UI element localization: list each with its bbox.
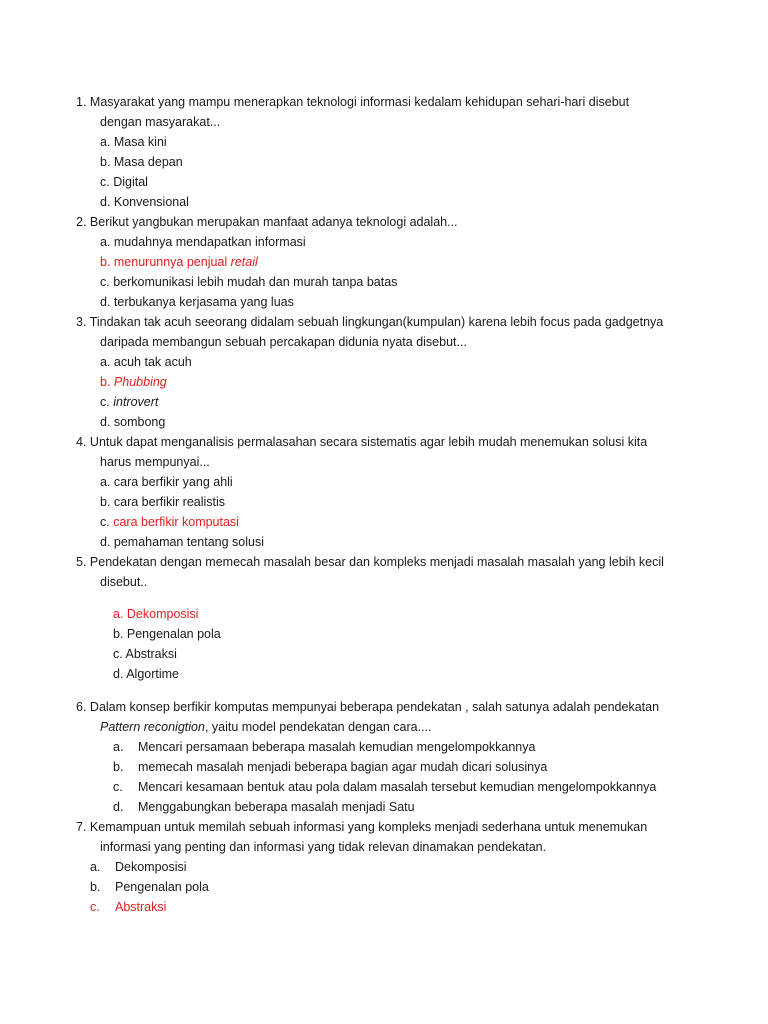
option-text: cara berfikir komputasi (113, 515, 239, 529)
option-text: Menggabungkan beberapa masalah menjadi Satu (138, 800, 415, 814)
option-4d: d. pemahaman tentang solusi (100, 535, 264, 549)
option-1d: d. Konvensional (100, 195, 189, 209)
question-number: 2. (76, 215, 87, 229)
option-text: Mencari persamaan beberapa masalah kemudian mengelompokkannya (138, 740, 536, 754)
question-number: 7. (76, 820, 87, 834)
question-1-line-2: dengan masyarakat... (100, 115, 221, 129)
option-prefix: c. (100, 515, 110, 529)
option-text: Abstraksi (115, 900, 167, 914)
list-marker: c. (113, 780, 123, 794)
option-2b-answer (100, 254, 258, 270)
option-prefix: c. (100, 395, 110, 409)
question-6-line-1 (76, 699, 659, 715)
option-text: memecah masalah menjadi beberapa bagian agar mudah dicari solusinya (138, 760, 548, 774)
option-6a (113, 739, 535, 755)
option-5a-answer: a. Dekomposisi (113, 607, 199, 621)
option-1c: c. Digital (100, 175, 148, 189)
list-marker: b. (90, 880, 101, 894)
question-1-line-1 (76, 94, 629, 110)
question-text: Berikut yangbukan merupakan manfaat adanya teknologi adalah... (89, 215, 458, 229)
option-emphasis: Phubbing (113, 375, 167, 389)
option-text: Pengenalan pola (115, 880, 209, 894)
list-marker: c. (90, 900, 100, 914)
option-7c-answer (90, 899, 166, 915)
question-4-line-2: harus mempunyai... (100, 455, 210, 469)
option-7b (90, 879, 209, 895)
option-4b: b. cara berfikir realistis (100, 495, 226, 509)
question-2-line-1 (76, 214, 458, 230)
question-text: Kemampuan untuk memilah sebuah informasi yang kompleks menjadi sederhana untuk menemukan (89, 820, 648, 834)
option-3d: d. sombong (100, 415, 166, 429)
option-text: b. menurunnya penjual (100, 255, 228, 269)
option-emphasis: retail (230, 255, 258, 269)
option-6d (113, 799, 415, 815)
option-2a: a. mudahnya mendapatkan informasi (100, 235, 306, 249)
question-3-line-2: daripada membangun sebuah percakapan didunia nyata disebut... (100, 335, 467, 349)
list-marker: a. (90, 860, 101, 874)
list-marker: b. (113, 760, 124, 774)
question-5-line-1 (76, 554, 664, 570)
question-3-line-1 (76, 314, 663, 330)
option-3c (100, 394, 158, 410)
question-number: 4. (76, 435, 87, 449)
option-2c: c. berkomunikasi lebih mudah dan murah tanpa batas (100, 275, 398, 289)
list-marker: a. (113, 740, 124, 754)
question-text: , yaitu model pendekatan dengan cara.... (204, 720, 432, 734)
question-number: 6. (76, 700, 87, 714)
question-4-line-1 (76, 434, 647, 450)
list-marker: d. (113, 800, 124, 814)
option-1a: a. Masa kini (100, 135, 167, 149)
option-prefix: b. (100, 375, 111, 389)
option-5b: b. Pengenalan pola (113, 627, 221, 641)
question-5-line-2: disebut.. (100, 575, 148, 589)
option-5c: c. Abstraksi (113, 647, 177, 661)
option-text: Dekomposisi (115, 860, 187, 874)
option-4c-answer (100, 514, 239, 530)
question-number: 3. (76, 315, 87, 329)
option-4a: a. cara berfikir yang ahli (100, 475, 233, 489)
option-2d: d. terbukanya kerjasama yang luas (100, 295, 294, 309)
option-1b: b. Masa depan (100, 155, 183, 169)
question-number: 1. (76, 95, 87, 109)
question-text: Pendekatan dengan memecah masalah besar dan kompleks menjadi masalah masalah yang lebih kecil (89, 555, 664, 569)
option-7a (90, 859, 187, 875)
option-6c (113, 779, 656, 795)
question-text: Dalam konsep berfikir komputas mempunyai beberapa pendekatan , salah satunya adalah pendekatan (89, 700, 660, 714)
option-emphasis: introvert (113, 395, 159, 409)
question-6-line-2 (100, 719, 431, 735)
option-5d: d. Algortime (113, 667, 180, 681)
question-text: Masyarakat yang mampu menerapkan teknologi informasi kedalam kehidupan sehari-hari disebut (89, 95, 630, 109)
question-text: Tindakan tak acuh seeorang didalam sebuah lingkungan(kumpulan) karena lebih focus pada gadgetnya (89, 315, 664, 329)
question-emphasis: Pattern reconigtion (100, 720, 205, 734)
option-3a: a. acuh tak acuh (100, 355, 192, 369)
option-6b (113, 759, 547, 775)
question-7-line-2: informasi yang penting dan informasi yang tidak relevan dinamakan pendekatan. (100, 840, 547, 854)
question-7-line-1 (76, 819, 647, 835)
option-text: Mencari kesamaan bentuk atau pola dalam masalah tersebut kemudian mengelompokkannya (138, 780, 657, 794)
question-number: 5. (76, 555, 87, 569)
question-text: Untuk dapat menganalisis permalasahan secara sistematis agar lebih mudah menemukan solusi kita (89, 435, 648, 449)
option-3b-answer (100, 374, 167, 390)
